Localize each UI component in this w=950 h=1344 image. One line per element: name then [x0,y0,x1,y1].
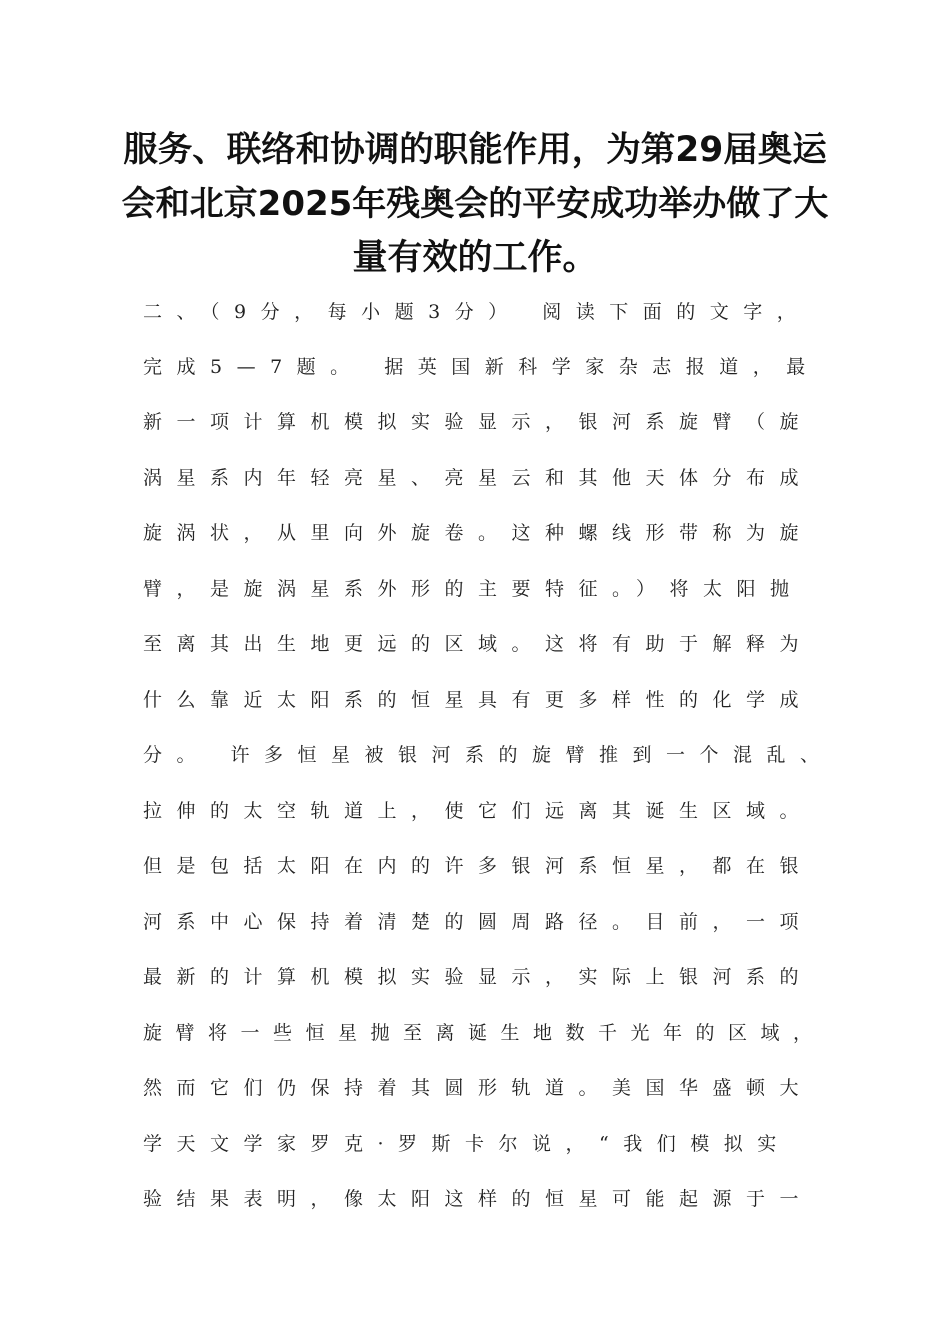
body-line-2: 完成5—7题。 据英国新科学家杂志报道，最 [143,356,820,378]
body-line-9: 分。 许多恒星被银河系的旋臂推到一个混乱、 [143,744,834,766]
heading-line-1: 服务、联络和协调的职能作用，为第29届奥运 [123,130,827,170]
body-line-12: 河系中心保持着清楚的圆周路径。目前，一项 [143,911,814,933]
body-line-4: 涡星系内年轻亮星、亮星云和其他天体分布成 [143,467,814,489]
body-line-1: 二、（9分，每小题3分） 阅读下面的文字， [143,301,811,323]
body-line-14: 旋臂将一些恒星抛至离诞生地数千光年的区域， [143,1022,826,1044]
body-line-17: 验结果表明，像太阳这样的恒星可能起源于一 [143,1188,814,1210]
heading-line-2: 会和北京2025年残奥会的平安成功举办做了大 [121,184,829,224]
body-line-16: 学天文学家罗克·罗斯卡尔说，“我们模拟实 [143,1133,791,1155]
body-line-5: 旋涡状，从里向外旋卷。这种螺线形带称为旋 [143,522,814,544]
body-line-15: 然而它们仍保持着其圆形轨道。美国华盛顿大 [143,1077,814,1099]
body-line-13: 最新的计算机模拟实验显示，实际上银河系的 [143,966,814,988]
body-line-10: 拉伸的太空轨道上，使它们远离其诞生区域。 [143,800,814,822]
heading-line-3: 量有效的工作。 [352,238,598,278]
body-line-11: 但是包括太阳在内的许多银河系恒星，都在银 [143,855,814,877]
body-line-6: 臂，是旋涡星系外形的主要特征。）将太阳抛 [143,578,804,600]
body-line-8: 什么靠近太阳系的恒星具有更多样性的化学成 [143,689,814,711]
body-line-3: 新一项计算机模拟实验显示，银河系旋臂（旋 [143,411,814,433]
body-line-7: 至离其出生地更远的区域。这将有助于解释为 [143,633,814,655]
